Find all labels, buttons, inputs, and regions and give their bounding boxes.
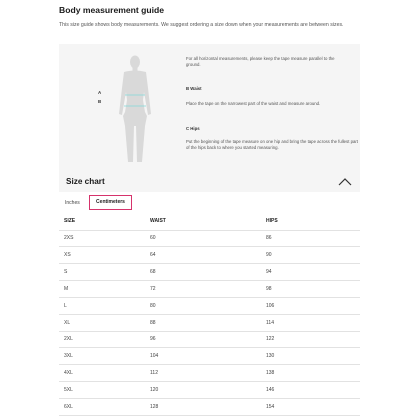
unit-tabs (59, 192, 360, 212)
dimension-label-a: A (98, 90, 102, 95)
measurement-guide-panel (59, 44, 360, 172)
size-cell: 3XL (59, 348, 150, 365)
size-cell: 6XL (59, 398, 150, 415)
header-size: SIZE (59, 213, 150, 230)
hips-instructions: Put the beginning of the tape measure on one hip and bring the tape across the fullest part of the hips back to where you started measuring. (186, 139, 358, 151)
table-row (59, 382, 360, 399)
hips-cell: 90 (266, 247, 360, 264)
waist-heading: B Waist (186, 86, 202, 91)
table-row (59, 230, 360, 247)
hips-cell: 122 (266, 331, 360, 348)
size-cell: 2XS (59, 230, 150, 247)
table-row (59, 365, 360, 382)
waist-cell: 60 (150, 230, 266, 247)
size-chart-title: Size chart (66, 177, 105, 186)
header-waist: WAIST (150, 213, 266, 230)
size-cell: 2XL (59, 331, 150, 348)
table-row (59, 348, 360, 365)
waist-cell: 96 (150, 331, 266, 348)
table-row (59, 264, 360, 281)
hips-cell: 86 (266, 230, 360, 247)
table-row (59, 331, 360, 348)
tab-centimeters[interactable]: Centimeters (89, 195, 132, 210)
hips-heading: C Hips (186, 126, 200, 131)
size-cell: 5XL (59, 382, 150, 399)
hips-cell: 138 (266, 365, 360, 382)
page-title: Body measurement guide (59, 5, 165, 15)
hips-cell: 98 (266, 281, 360, 298)
hips-cell: 114 (266, 314, 360, 331)
waist-cell: 120 (150, 382, 266, 399)
size-table (59, 213, 360, 416)
waist-cell: 88 (150, 314, 266, 331)
intro-text: This size guide shows body measurements. We suggest ordering a size down when your measurements are between sizes. (59, 22, 344, 28)
size-cell: XS (59, 247, 150, 264)
size-cell: 4XL (59, 365, 150, 382)
table-row (59, 398, 360, 415)
hips-cell: 94 (266, 264, 360, 281)
hips-cell: 146 (266, 382, 360, 399)
dimension-label-b: B (98, 99, 102, 104)
waist-cell: 68 (150, 264, 266, 281)
waist-cell: 80 (150, 297, 266, 314)
size-cell: XL (59, 314, 150, 331)
waist-cell: 112 (150, 365, 266, 382)
hips-cell: 130 (266, 348, 360, 365)
size-cell: S (59, 264, 150, 281)
tab-inches[interactable]: Inches (65, 200, 80, 206)
waist-cell: 128 (150, 398, 266, 415)
hips-cell: 106 (266, 297, 360, 314)
table-row (59, 297, 360, 314)
size-chart-header[interactable] (59, 172, 360, 192)
waist-cell: 72 (150, 281, 266, 298)
header-hips: HIPS (266, 213, 360, 230)
table-row (59, 247, 360, 264)
table-row (59, 281, 360, 298)
size-cell: M (59, 281, 150, 298)
body-silhouette-icon (105, 54, 165, 166)
waist-cell: 64 (150, 247, 266, 264)
general-note: For all horizontal measurements, please keep the tape measure parallel to the ground. (186, 56, 335, 68)
size-cell: L (59, 297, 150, 314)
hips-cell: 154 (266, 398, 360, 415)
waist-instructions: Place the tape on the narrowest part of the waist and measure around. (186, 101, 321, 106)
waist-cell: 104 (150, 348, 266, 365)
table-row (59, 314, 360, 331)
chevron-up-icon[interactable] (338, 177, 352, 187)
table-header-row (59, 213, 360, 230)
